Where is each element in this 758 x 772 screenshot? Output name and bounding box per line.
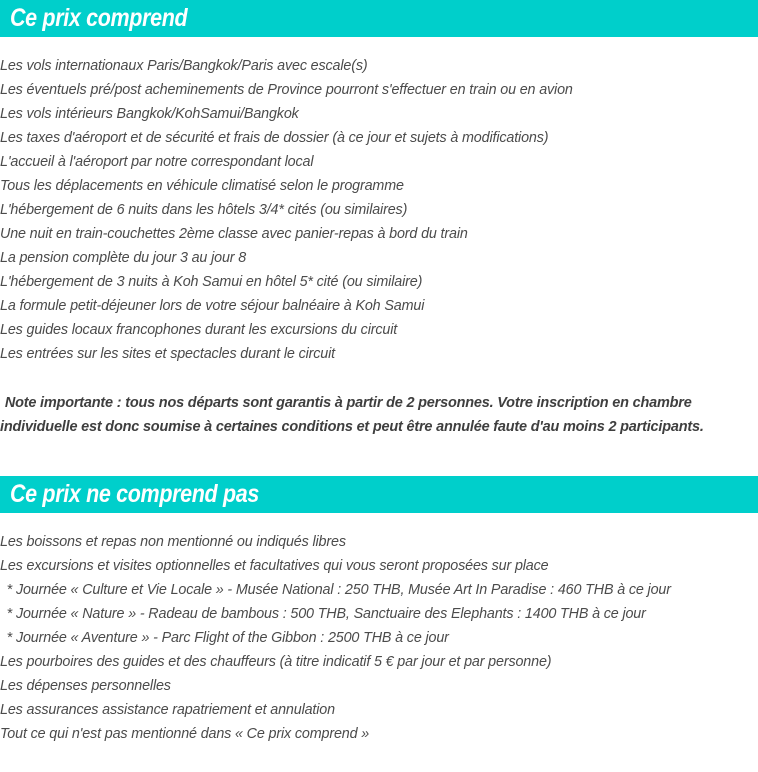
important-note-line-2: individuelle est donc soumise à certaines conditions et peut être annulée faute d'au moins 2 participants.: [0, 418, 704, 435]
section-title-not-included: Ce prix ne comprend pas: [10, 480, 259, 508]
list-item: Une nuit en train-couchettes 2ème classe avec panier-repas à bord du train: [0, 225, 468, 242]
list-item: L'hébergement de 3 nuits à Koh Samui en hôtel 5* cité (ou similaire): [0, 273, 423, 290]
section-header-included: [0, 0, 758, 37]
list-item: L'accueil à l'aéroport par notre correspondant local: [0, 153, 314, 170]
not-included-list: [0, 530, 758, 746]
list-item: Tous les déplacements en véhicule climatisé selon le programme: [0, 177, 404, 194]
section-header-not-included: [0, 476, 758, 513]
included-list: [0, 54, 758, 366]
list-item: Les pourboires des guides et des chauffeurs (à titre indicatif 5 € par jour et par personne): [0, 653, 552, 670]
list-item: La pension complète du jour 3 au jour 8: [0, 249, 247, 266]
list-item: Les assurances assistance rapatriement et annulation: [0, 701, 335, 718]
spacer-after-not-included-header: [0, 513, 758, 530]
section-title-included: Ce prix comprend: [10, 4, 188, 32]
list-item: Les entrées sur les sites et spectacles durant le circuit: [0, 345, 336, 362]
list-item: Les excursions et visites optionnelles et facultatives qui vous seront proposées sur place: [0, 557, 549, 574]
list-item: Les guides locaux francophones durant les excursions du circuit: [0, 321, 398, 338]
spacer-after-note: [0, 439, 758, 476]
list-item: * Journée « Culture et Vie Locale » - Musée National : 250 THB, Musée Art In Paradise : 460 THB à ce jour: [6, 581, 671, 598]
list-item: L'hébergement de 6 nuits dans les hôtels 3/4* cités (ou similaires): [0, 201, 408, 218]
list-item: Les éventuels pré/post acheminements de Province pourront s'effectuer en train ou en avion: [0, 81, 573, 98]
important-note: [0, 391, 758, 439]
list-item: La formule petit-déjeuner lors de votre séjour balnéaire à Koh Samui: [0, 297, 425, 314]
spacer-after-included-header: [0, 37, 758, 54]
list-item: Les vols internationaux Paris/Bangkok/Paris avec escale(s): [0, 57, 368, 74]
important-note-line-1: Note importante : tous nos départs sont garantis à partir de 2 personnes. Votre inscription en chambre: [4, 394, 692, 411]
list-item: Tout ce qui n'est pas mentionné dans « Ce prix comprend »: [0, 725, 370, 742]
spacer-before-note: [0, 366, 758, 391]
list-item: Les taxes d'aéroport et de sécurité et frais de dossier (à ce jour et sujets à modifications): [0, 129, 549, 146]
list-item: Les dépenses personnelles: [0, 677, 171, 694]
list-item: * Journée « Aventure » - Parc Flight of the Gibbon : 2500 THB à ce jour: [6, 629, 449, 646]
list-item: Les boissons et repas non mentionné ou indiqués libres: [0, 533, 346, 550]
list-item: * Journée « Nature » - Radeau de bambous : 500 THB, Sanctuaire des Elephants : 1400 THB à ce jour: [6, 605, 646, 622]
list-item: Les vols intérieurs Bangkok/KohSamui/Bangkok: [0, 105, 299, 122]
